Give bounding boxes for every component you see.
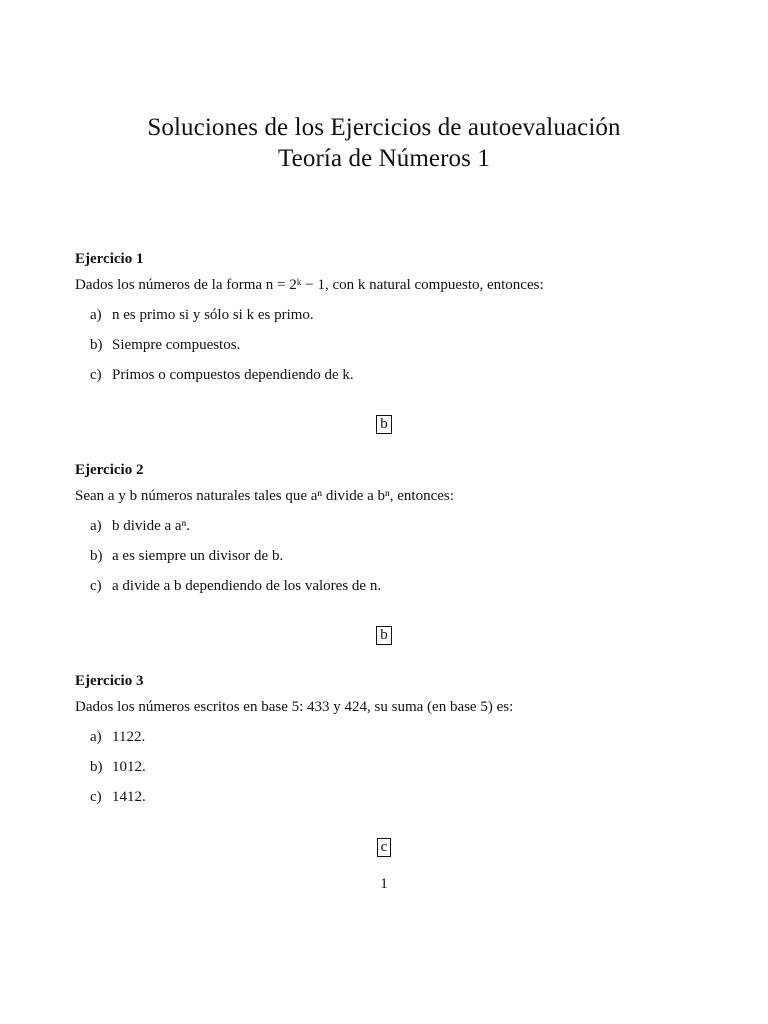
exercise-statement: Dados los números de la forma n = 2ᵏ − 1, con k natural compuesto, entonces: bbox=[75, 277, 544, 293]
document-title bbox=[0, 112, 768, 174]
option-b bbox=[75, 334, 715, 356]
option-marker: a) bbox=[90, 307, 102, 323]
option-a bbox=[75, 726, 715, 748]
exercise-statement: Sean a y b números naturales tales que aⁿ divide a bⁿ, entonces: bbox=[75, 488, 454, 504]
answer-2 bbox=[0, 624, 768, 645]
exercise-1 bbox=[75, 248, 715, 394]
answer-3 bbox=[0, 836, 768, 857]
option-c bbox=[75, 786, 715, 808]
option-c bbox=[75, 575, 715, 597]
option-text: Siempre compuestos. bbox=[112, 337, 241, 353]
options-list bbox=[75, 515, 715, 597]
options-list bbox=[75, 304, 715, 386]
answer-box: c bbox=[377, 838, 392, 857]
page-number: 1 bbox=[380, 876, 388, 892]
exercise-heading: Ejercicio 2 bbox=[75, 462, 144, 478]
exercise-2 bbox=[75, 459, 715, 605]
option-b bbox=[75, 545, 715, 567]
title-line-1: Soluciones de los Ejercicios de autoevaluación bbox=[147, 114, 621, 141]
exercise-heading: Ejercicio 3 bbox=[75, 673, 144, 689]
answer-box: b bbox=[376, 415, 392, 434]
option-marker: b) bbox=[90, 548, 103, 564]
option-marker: b) bbox=[90, 759, 103, 775]
option-c bbox=[75, 364, 715, 386]
exercise-3 bbox=[75, 670, 715, 816]
option-text: 1412. bbox=[112, 789, 146, 805]
exercise-statement: Dados los números escritos en base 5: 433 y 424, su suma (en base 5) es: bbox=[75, 699, 514, 715]
option-text: 1012. bbox=[112, 759, 146, 775]
option-text: b divide a aⁿ. bbox=[112, 518, 191, 534]
option-marker: a) bbox=[90, 518, 102, 534]
answer-box: b bbox=[376, 626, 392, 645]
option-text: a es siempre un divisor de b. bbox=[112, 548, 284, 564]
option-b bbox=[75, 756, 715, 778]
option-a bbox=[75, 304, 715, 326]
option-text: a divide a b dependiendo de los valores de n. bbox=[112, 578, 382, 594]
option-marker: b) bbox=[90, 337, 103, 353]
option-text: 1122. bbox=[112, 729, 146, 745]
exercise-heading: Ejercicio 1 bbox=[75, 251, 144, 267]
options-list bbox=[75, 726, 715, 808]
option-text: Primos o compuestos dependiendo de k. bbox=[112, 367, 354, 383]
option-a bbox=[75, 515, 715, 537]
option-marker: c) bbox=[90, 789, 102, 805]
option-marker: c) bbox=[90, 578, 102, 594]
option-marker: c) bbox=[90, 367, 102, 383]
option-marker: a) bbox=[90, 729, 102, 745]
answer-1 bbox=[0, 413, 768, 434]
title-line-2: Teoría de Números 1 bbox=[278, 145, 490, 172]
option-text: n es primo si y sólo si k es primo. bbox=[112, 307, 314, 323]
